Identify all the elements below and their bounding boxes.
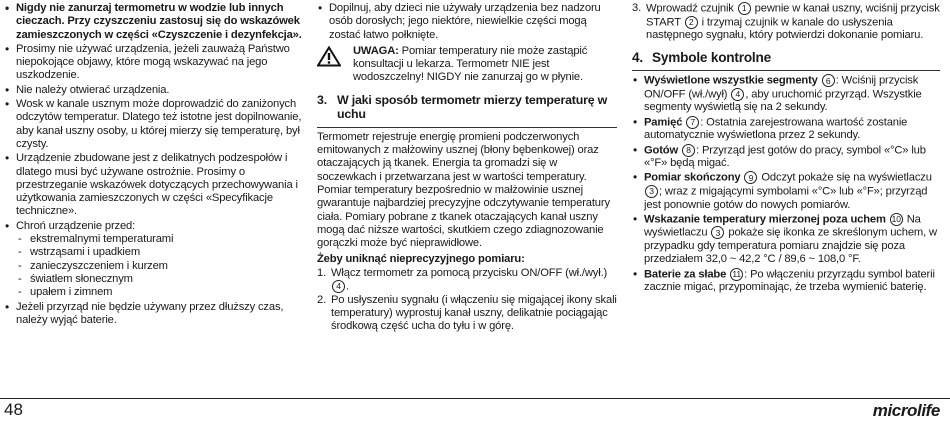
list-item: • Pomiar skończony 9 Odczyt pokaże się na wyświetlaczu 3 ; wraz z migającymi symbolami «°C» lub «°F»; przyrząd jest ponownie gotów do nowych pomiarów. bbox=[632, 171, 940, 211]
safety-list bbox=[4, 2, 302, 327]
symbols-list bbox=[632, 74, 940, 294]
subheading: Żeby uniknąć nieprecyzyjnego pomiaru: bbox=[317, 253, 525, 266]
steps-list bbox=[317, 267, 617, 334]
section-heading: 3. W jaki sposób termometr mierzy temperaturę w uchu bbox=[317, 92, 608, 121]
callout-4-icon: 4 bbox=[731, 88, 744, 101]
callout-6-icon: 6 bbox=[822, 74, 835, 87]
footer-divider bbox=[0, 398, 950, 399]
step-item: 1. Włącz termometr za pomocą przycisku ON/OFF (wł./wył.) 4 . bbox=[317, 266, 608, 293]
section-divider bbox=[632, 70, 940, 71]
list-item: • Dopilnuj, aby dzieci nie używały urządzenia bez nadzoru osób dorosłych; jego niektóre, niewielkie części mogą zostać łatwo połknięte. bbox=[317, 2, 617, 42]
section-heading: 4. Symbole kontrolne bbox=[632, 50, 771, 66]
step-item: 2. Po usłyszeniu sygnału (i włączeniu się migającej ikony skali temperatury) wyprostuj kanał uszny, delikatnie pociągając środkową część ucha do tyłu i w górę. bbox=[317, 293, 617, 333]
protect-item: - zanieczyszczeniem i kurzem bbox=[16, 260, 302, 273]
warning-label: UWAGA: bbox=[353, 44, 399, 57]
protect-item: - ekstremalnymi temperaturami bbox=[16, 233, 302, 246]
list-item: • Jeżeli przyrząd nie będzie używany przez dłuższy czas, należy wyjąć baterie. bbox=[4, 301, 302, 328]
steps-list-continued bbox=[632, 2, 940, 42]
warning-triangle-icon bbox=[317, 45, 343, 85]
list-item: • Wyświetlone wszystkie segmenty 6 : Wciśnij przycisk ON/OFF (wł./wył) 4 , aby uruchomić przyrząd. Wszystkie segmenty wyświetlą się na 2 sekundy. bbox=[632, 74, 940, 114]
list-item: • Pamięć 7 : Ostatnia zarejestrowana wartość zostanie automatycznie wyświetlona przez 2 sekundy. bbox=[632, 116, 940, 143]
protect-item: - wstrząsami i upadkiem bbox=[16, 246, 302, 259]
list-item: • Gotów 8 : Przyrząd jest gotów do pracy, symbol «°C» lub «°F» będą migać. bbox=[632, 144, 940, 171]
callout-7-icon: 7 bbox=[686, 116, 699, 129]
protect-item: - światłem słonecznym bbox=[16, 273, 302, 286]
callout-8-icon: 8 bbox=[682, 144, 695, 157]
warning-text: UWAGA: Pomiar temperatury nie może zastąpić konsultacji u lekarza. Termometr NIE jest wodoszczelny! NIGDY nie zanurzaj go w płynie. bbox=[353, 44, 588, 84]
warning-block bbox=[317, 45, 617, 85]
list-item: • Baterie za słabe 11 : Po włączeniu przyrządu symbol baterii zacznie migać, przypominając, że trzeba wymienić baterię. bbox=[632, 268, 940, 295]
protect-list bbox=[16, 233, 302, 299]
section-paragraph: Termometr rejestruje energię promieni podczerwonych emitowanych z małżowiny usznej (błony bębenkowej) oraz otaczających ją tkanek. Energia ta gromadzi się w soczewkach i przetwarzana jest w wartości temperatury. Pomiar temperatury bezpośrednio w małżowinie usznej gwarantuje najbardziej precyzyjne odczytywanie temperatury ciała. Pomiary pobrane z tkanek otaczających kanał uszny mogą dać niższe wartości, skutkiem czego zdiagnozowanie gorączki może być nieprawidłowe. bbox=[317, 130, 610, 250]
callout-2-icon: 2 bbox=[685, 16, 698, 29]
page-number: 48 bbox=[4, 400, 23, 419]
list-item: • Nigdy nie zanurzaj termometru w wodzie lub innych cieczach. Przy czyszczeniu zastosuj się do wskazówek zamieszczonych w części «Czyszczenie i dezynfekcja». bbox=[4, 2, 302, 42]
column-left bbox=[4, 2, 302, 328]
protect-item: - upałem i zimnem bbox=[16, 286, 302, 299]
section-divider bbox=[317, 127, 617, 128]
list-item: • Nie należy otwierać urządzenia. bbox=[4, 84, 302, 97]
list-item: • Urządzenie zbudowane jest z delikatnych podzespołów i dlatego musi być używane ostrożnie. Prosimy o przestrzeganie wskazówek dotyczących przechowywania i użytkowania zamieszczonych w części «Specyfikacje techniczne». bbox=[4, 152, 302, 218]
callout-1-icon: 1 bbox=[738, 2, 751, 15]
safety-list-continued bbox=[317, 2, 617, 42]
list-item: • Chroń urządzenie przed: - ekstremalnymi temperaturami - wstrząsami i upadkiem - zanieczyszczeniem i kurzem - światłem słonecznym - upałem i zimnem bbox=[4, 220, 302, 300]
list-item: • Wskazanie temperatury mierzonej poza uchem 10 Na wyświetlaczu 3 pokaże się ikonka ze skreślonym uchem, w przypadku gdy temperatura pomiaru znajdzie się poza przedziałem 32,0 ~ 42,2 °C / 89,6 ~ 108,0 °F. bbox=[632, 213, 940, 267]
brand-logo: microlife bbox=[872, 401, 940, 420]
callout-10-icon: 10 bbox=[891, 214, 901, 225]
column-middle bbox=[317, 2, 617, 333]
callout-3-icon: 3 bbox=[645, 185, 658, 198]
column-right bbox=[632, 2, 940, 295]
list-item: • Wosk w kanale usznym może doprowadzić do zaniżonych odczytów temperatur. Dlatego też istotne jest dopilnowanie, aby kanał uszny osoby, u której mierzy się temperaturę, był czysty. bbox=[4, 98, 302, 151]
callout-3-icon: 3 bbox=[711, 226, 724, 239]
step-item: 3. Wprowadź czujnik 1 pewnie w kanał uszny, wciśnij przycisk START 2 i trzymaj czujnik w kanale do usłyszenia następnego sygnału, który potwierdzi dokonanie pomiaru. bbox=[632, 2, 940, 42]
callout-4-icon: 4 bbox=[332, 280, 345, 293]
list-item: • Prosimy nie używać urządzenia, jeżeli zauważą Państwo niepokojące objawy, które mogą wskazywać na jego uszkodzenie. bbox=[4, 43, 302, 83]
callout-9-icon: 9 bbox=[744, 171, 757, 184]
callout-11-icon: 11 bbox=[730, 268, 743, 281]
